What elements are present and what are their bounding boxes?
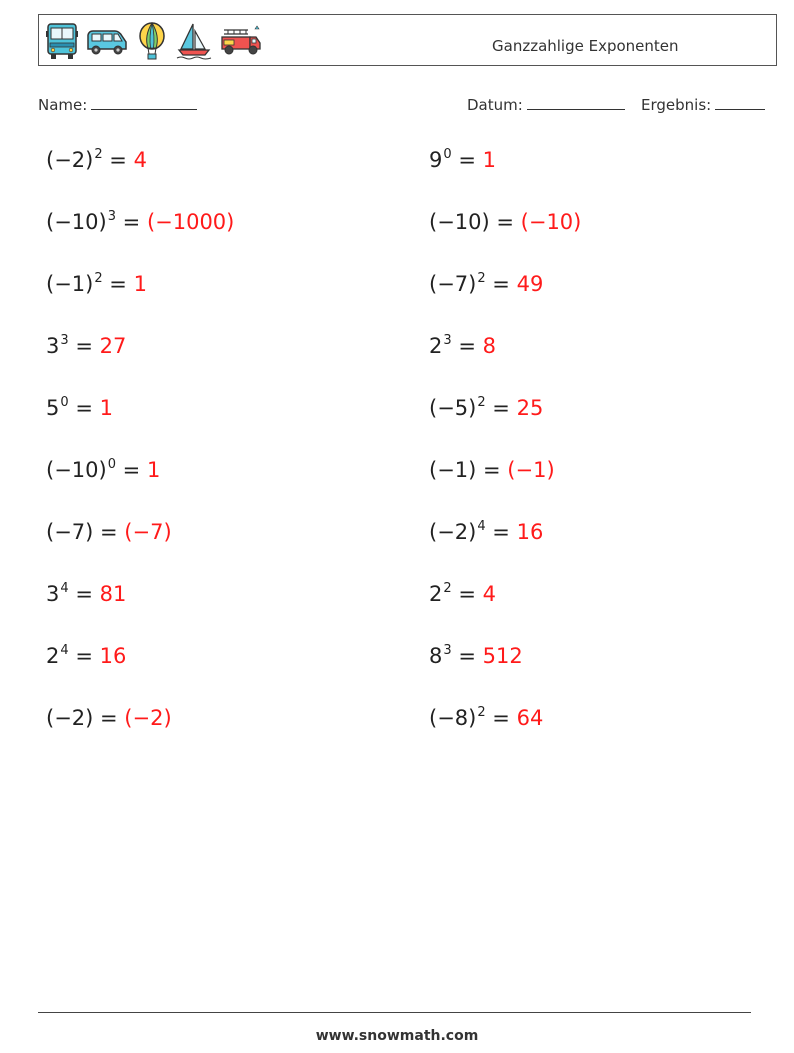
problem-answer: (−7) (124, 520, 172, 544)
equals-sign: = (485, 706, 517, 730)
result-field[interactable] (641, 95, 765, 114)
problem-exponent: 3 (60, 333, 69, 348)
problem-exponent: 3 (443, 333, 452, 348)
problem-answer: 1 (482, 148, 496, 172)
problem-item (46, 582, 126, 606)
problem-item (46, 396, 113, 420)
van-icon (85, 21, 129, 61)
problem-answer: 25 (516, 396, 544, 420)
problem-answer: 8 (482, 334, 496, 358)
equals-sign: = (485, 520, 517, 544)
problem-answer: 512 (482, 644, 523, 668)
problem-answer: 27 (99, 334, 127, 358)
equals-sign: = (115, 458, 147, 482)
problem-base: (−2) (429, 520, 477, 544)
problem-item (46, 458, 160, 482)
problem-base: 2 (46, 644, 60, 668)
problem-item (46, 644, 126, 668)
date-field[interactable] (467, 95, 625, 114)
equals-sign: = (485, 272, 517, 296)
name-label: Name: (38, 96, 88, 114)
problem-exponent: 2 (477, 271, 486, 286)
problem-answer: (−1000) (146, 210, 235, 234)
problem-item (429, 706, 543, 730)
problem-answer: 4 (133, 148, 147, 172)
problem-exponent: 2 (477, 395, 486, 410)
result-blank[interactable] (715, 95, 765, 110)
problem-base: (−10) (46, 210, 107, 234)
problem-item (429, 148, 496, 172)
hot-air-balloon-icon (135, 21, 169, 61)
problem-base: (−7) (429, 272, 477, 296)
problem-item (46, 210, 234, 234)
problem-base: (−1) (429, 458, 477, 482)
problem-base: 9 (429, 148, 443, 172)
equals-sign: = (102, 148, 134, 172)
problem-exponent: 2 (443, 581, 452, 596)
equals-sign: = (93, 520, 125, 544)
problem-item (46, 706, 172, 730)
worksheet-header (38, 14, 777, 66)
equals-sign: = (476, 458, 508, 482)
problem-base: 2 (429, 582, 443, 606)
problem-item (46, 334, 126, 358)
equals-sign: = (485, 396, 517, 420)
problem-answer: 16 (99, 644, 127, 668)
problem-base: (−8) (429, 706, 477, 730)
problem-exponent: 3 (107, 209, 116, 224)
problem-answer: 1 (133, 272, 147, 296)
problem-item (429, 334, 496, 358)
problem-exponent: 4 (60, 643, 69, 658)
equals-sign: = (451, 334, 483, 358)
problem-base: (−10) (429, 210, 490, 234)
problem-answer: 81 (99, 582, 127, 606)
equals-sign: = (115, 210, 147, 234)
problem-base: (−5) (429, 396, 477, 420)
problem-answer: 4 (482, 582, 496, 606)
problem-item (429, 210, 581, 234)
equals-sign: = (102, 272, 134, 296)
problem-base: (−10) (46, 458, 107, 482)
problem-base: 5 (46, 396, 60, 420)
problem-item (429, 520, 543, 544)
date-label: Datum: (467, 96, 523, 114)
problem-answer: 16 (516, 520, 544, 544)
equals-sign: = (68, 582, 100, 606)
problem-exponent: 3 (443, 643, 452, 658)
equals-sign: = (93, 706, 125, 730)
header-icons (45, 21, 263, 61)
problem-item (429, 272, 543, 296)
problem-exponent: 2 (94, 271, 103, 286)
equals-sign: = (68, 334, 100, 358)
fire-truck-icon (219, 21, 263, 61)
problem-answer: (−1) (507, 458, 555, 482)
problem-answer: 1 (99, 396, 113, 420)
problem-item (429, 458, 555, 482)
problem-base: (−7) (46, 520, 94, 544)
bus-icon (45, 21, 79, 61)
problem-item (46, 520, 172, 544)
equals-sign: = (489, 210, 521, 234)
problem-exponent: 0 (60, 395, 69, 410)
problem-answer: (−2) (124, 706, 172, 730)
problem-base: (−2) (46, 706, 94, 730)
problem-exponent: 2 (477, 705, 486, 720)
footer-divider (38, 1012, 751, 1013)
equals-sign: = (451, 644, 483, 668)
name-field[interactable] (38, 95, 197, 114)
problem-exponent: 0 (443, 147, 452, 162)
problem-base: 3 (46, 582, 60, 606)
problem-item (429, 644, 523, 668)
result-label: Ergebnis: (641, 96, 712, 114)
problem-exponent: 4 (477, 519, 486, 534)
problem-answer: 1 (146, 458, 161, 482)
problem-answer: 64 (516, 706, 544, 730)
problem-answer: 49 (516, 272, 544, 296)
date-blank[interactable] (527, 95, 625, 110)
worksheet-title: Ganzzahlige Exponenten (492, 37, 679, 55)
footer-url: www.snowmath.com (315, 1028, 479, 1044)
problem-base: 3 (46, 334, 60, 358)
problem-item (429, 582, 496, 606)
problem-item (429, 396, 543, 420)
problem-base: (−1) (46, 272, 94, 296)
equals-sign: = (451, 148, 483, 172)
problem-base: 8 (429, 644, 443, 668)
problem-answer: (−10) (520, 210, 582, 234)
problem-exponent: 0 (107, 457, 116, 472)
sailboat-icon (175, 21, 213, 61)
name-blank[interactable] (91, 95, 197, 110)
problem-base: (−2) (46, 148, 94, 172)
problem-item (46, 148, 147, 172)
problem-exponent: 2 (94, 147, 103, 162)
equals-sign: = (451, 582, 483, 606)
problem-item (46, 272, 147, 296)
equals-sign: = (68, 396, 100, 420)
problem-exponent: 4 (60, 581, 69, 596)
equals-sign: = (68, 644, 100, 668)
problem-base: 2 (429, 334, 443, 358)
